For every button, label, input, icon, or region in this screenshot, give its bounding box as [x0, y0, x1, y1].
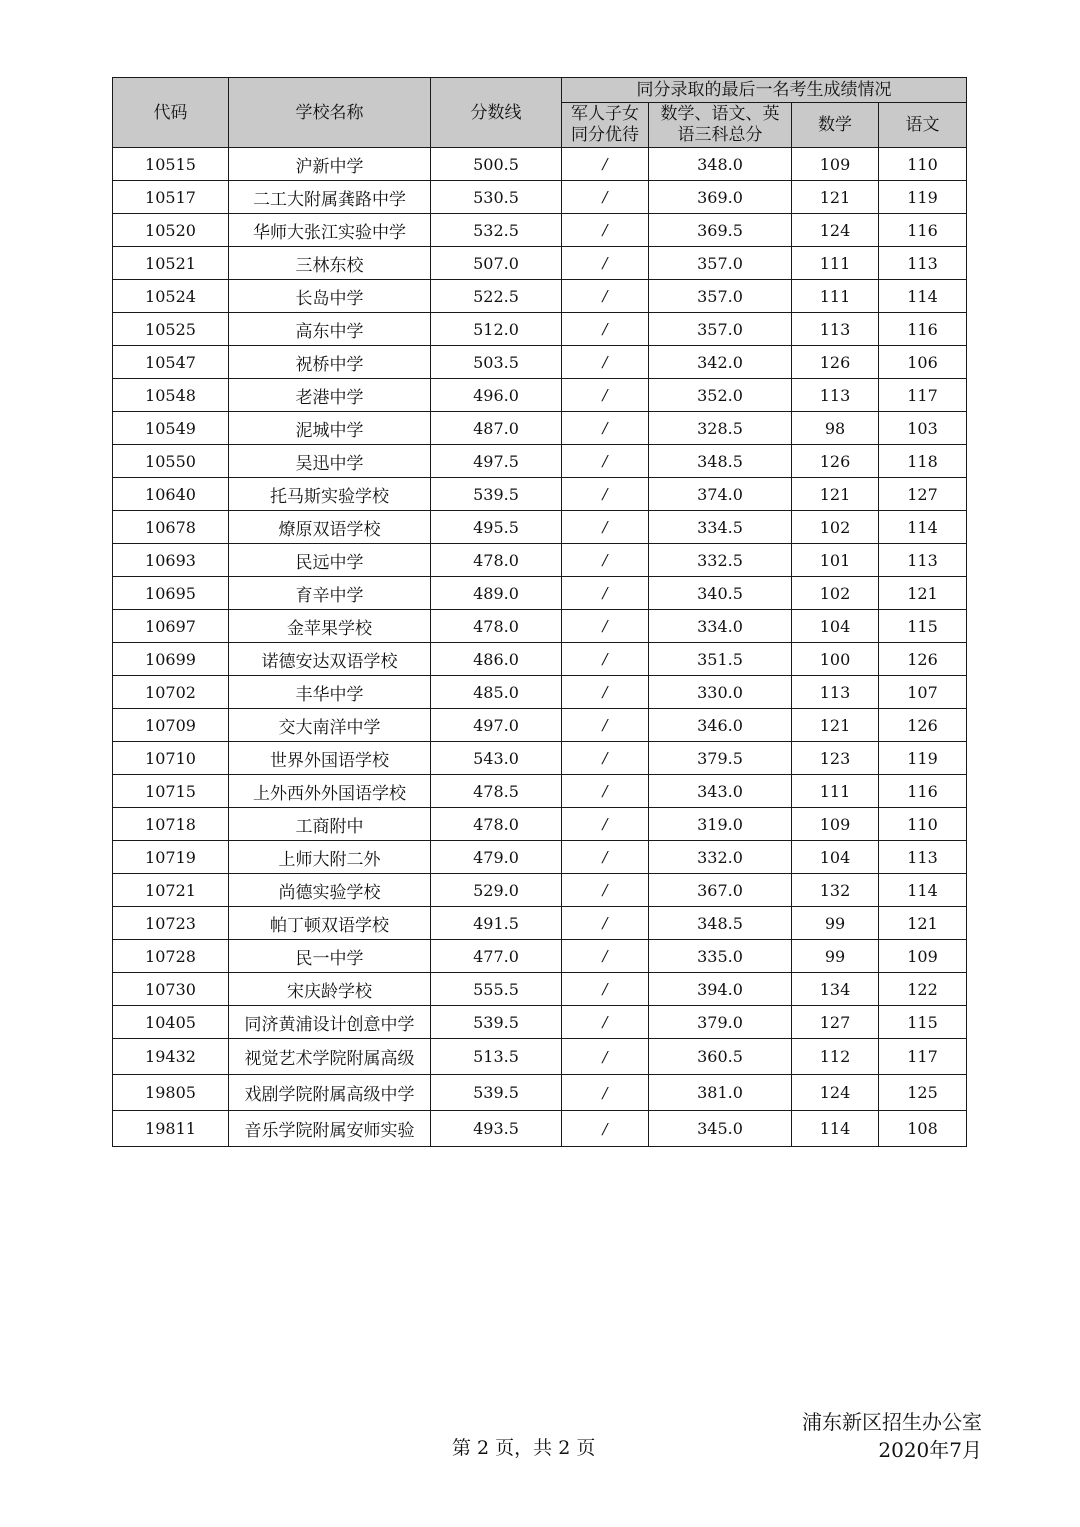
- cell-priority: /: [562, 841, 649, 874]
- table-row: [113, 577, 967, 610]
- cell-total: 328.5: [649, 412, 792, 445]
- table-row: [113, 313, 967, 346]
- cell-total: 334.5: [649, 511, 792, 544]
- table-row: [113, 907, 967, 940]
- cell-code: 10515: [113, 148, 229, 181]
- cell-chinese: 118: [879, 445, 967, 478]
- cell-math: 121: [792, 478, 879, 511]
- cell-math: 109: [792, 148, 879, 181]
- cell-score: 555.5: [431, 973, 562, 1006]
- cell-total: 394.0: [649, 973, 792, 1006]
- cell-total: 352.0: [649, 379, 792, 412]
- cell-code: 10524: [113, 280, 229, 313]
- cell-chinese: 117: [879, 379, 967, 412]
- cell-chinese: 110: [879, 148, 967, 181]
- cell-chinese: 113: [879, 247, 967, 280]
- table-row: [113, 973, 967, 1006]
- cell-score: 530.5: [431, 181, 562, 214]
- cell-math: 98: [792, 412, 879, 445]
- cell-code: 10702: [113, 676, 229, 709]
- cell-total: 346.0: [649, 709, 792, 742]
- cell-math: 114: [792, 1111, 879, 1147]
- header-total: [649, 103, 792, 148]
- cell-code: 10723: [113, 907, 229, 940]
- cell-school: 民远中学: [229, 544, 431, 577]
- table-row: [113, 247, 967, 280]
- cell-school: 工商附中: [229, 808, 431, 841]
- cell-priority: /: [562, 742, 649, 775]
- cell-score: 477.0: [431, 940, 562, 973]
- cell-code: 10721: [113, 874, 229, 907]
- cell-code: 10678: [113, 511, 229, 544]
- cell-code: 10699: [113, 643, 229, 676]
- cell-total: 332.5: [649, 544, 792, 577]
- table-row: [113, 841, 967, 874]
- table-row: [113, 709, 967, 742]
- cell-chinese: 115: [879, 1006, 967, 1039]
- cell-priority: /: [562, 1111, 649, 1147]
- cell-school: 交大南洋中学: [229, 709, 431, 742]
- cell-math: 102: [792, 577, 879, 610]
- cell-code: 10548: [113, 379, 229, 412]
- cell-math: 113: [792, 676, 879, 709]
- cell-math: 124: [792, 214, 879, 247]
- cell-priority: /: [562, 1039, 649, 1075]
- cell-priority: /: [562, 445, 649, 478]
- cell-math: 109: [792, 808, 879, 841]
- cell-total: 348.5: [649, 445, 792, 478]
- table-row: [113, 346, 967, 379]
- table-row: [113, 280, 967, 313]
- table-row: [113, 412, 967, 445]
- cell-code: 10549: [113, 412, 229, 445]
- cell-code: 10525: [113, 313, 229, 346]
- cell-school: 民一中学: [229, 940, 431, 973]
- cell-math: 121: [792, 709, 879, 742]
- header-total-line2: 语三科总分: [677, 125, 763, 145]
- cell-code: 10730: [113, 973, 229, 1006]
- cell-school: 沪新中学: [229, 148, 431, 181]
- cell-score: 478.5: [431, 775, 562, 808]
- cell-score: 478.0: [431, 544, 562, 577]
- cell-score: 478.0: [431, 808, 562, 841]
- header-math: 数学: [792, 103, 879, 148]
- table-row: [113, 1039, 967, 1075]
- cell-score: 479.0: [431, 841, 562, 874]
- cell-chinese: 126: [879, 643, 967, 676]
- cell-code: 10697: [113, 610, 229, 643]
- cell-total: 374.0: [649, 478, 792, 511]
- cell-total: 369.0: [649, 181, 792, 214]
- cell-math: 100: [792, 643, 879, 676]
- cell-code: 10719: [113, 841, 229, 874]
- table-body: [113, 148, 967, 1147]
- cell-code: 10520: [113, 214, 229, 247]
- cell-priority: /: [562, 148, 649, 181]
- cell-score: 493.5: [431, 1111, 562, 1147]
- cell-score: 539.5: [431, 1075, 562, 1111]
- cell-math: 124: [792, 1075, 879, 1111]
- header-military-line1: 军人子女: [571, 104, 639, 124]
- header-group: 同分录取的最后一名考生成绩情况: [562, 78, 967, 103]
- cell-school: 吴迅中学: [229, 445, 431, 478]
- cell-total: 357.0: [649, 247, 792, 280]
- cell-school: 帕丁顿双语学校: [229, 907, 431, 940]
- cell-priority: /: [562, 247, 649, 280]
- cell-chinese: 116: [879, 214, 967, 247]
- header-military-priority: [562, 103, 649, 148]
- cell-score: 478.0: [431, 610, 562, 643]
- table-row: [113, 1075, 967, 1111]
- table-row: [113, 1111, 967, 1147]
- cell-school: 二工大附属龚路中学: [229, 181, 431, 214]
- cell-priority: /: [562, 412, 649, 445]
- cell-code: 10521: [113, 247, 229, 280]
- cell-total: 335.0: [649, 940, 792, 973]
- cell-code: 10640: [113, 478, 229, 511]
- cell-chinese: 114: [879, 874, 967, 907]
- cell-school: 同济黄浦设计创意中学: [229, 1006, 431, 1039]
- cell-math: 111: [792, 775, 879, 808]
- cell-chinese: 116: [879, 775, 967, 808]
- cell-school: 诺德安达双语学校: [229, 643, 431, 676]
- table-row: [113, 148, 967, 181]
- cell-priority: /: [562, 346, 649, 379]
- cell-code: 10728: [113, 940, 229, 973]
- cell-school: 宋庆龄学校: [229, 973, 431, 1006]
- cell-school: 高东中学: [229, 313, 431, 346]
- cell-chinese: 113: [879, 841, 967, 874]
- cell-priority: /: [562, 544, 649, 577]
- cell-math: 134: [792, 973, 879, 1006]
- cell-chinese: 107: [879, 676, 967, 709]
- cell-code: 19811: [113, 1111, 229, 1147]
- cell-priority: /: [562, 511, 649, 544]
- cell-math: 102: [792, 511, 879, 544]
- cell-code: 10695: [113, 577, 229, 610]
- table-row: [113, 544, 967, 577]
- header-code: 代码: [113, 78, 229, 148]
- cell-chinese: 109: [879, 940, 967, 973]
- cell-chinese: 126: [879, 709, 967, 742]
- cell-score: 497.0: [431, 709, 562, 742]
- cell-school: 祝桥中学: [229, 346, 431, 379]
- cell-score: 497.5: [431, 445, 562, 478]
- cell-chinese: 108: [879, 1111, 967, 1147]
- cell-school: 音乐学院附属安师实验: [229, 1111, 431, 1147]
- table-row: [113, 610, 967, 643]
- cell-school: 尚德实验学校: [229, 874, 431, 907]
- cell-priority: /: [562, 874, 649, 907]
- cell-school: 老港中学: [229, 379, 431, 412]
- cell-code: 10710: [113, 742, 229, 775]
- cell-score: 489.0: [431, 577, 562, 610]
- cell-total: 343.0: [649, 775, 792, 808]
- cell-school: 托马斯实验学校: [229, 478, 431, 511]
- table-row: [113, 478, 967, 511]
- table-row: [113, 643, 967, 676]
- cell-priority: /: [562, 181, 649, 214]
- cell-total: 367.0: [649, 874, 792, 907]
- cell-score: 507.0: [431, 247, 562, 280]
- cell-code: 19432: [113, 1039, 229, 1075]
- cell-total: 360.5: [649, 1039, 792, 1075]
- cell-math: 113: [792, 379, 879, 412]
- cell-priority: /: [562, 280, 649, 313]
- cell-code: 10715: [113, 775, 229, 808]
- header-total-line1: 数学、语文、英: [660, 104, 780, 124]
- cell-chinese: 106: [879, 346, 967, 379]
- table-row: [113, 1006, 967, 1039]
- cell-priority: /: [562, 577, 649, 610]
- cell-chinese: 114: [879, 511, 967, 544]
- cell-school: 燎原双语学校: [229, 511, 431, 544]
- cell-total: 348.0: [649, 148, 792, 181]
- cell-chinese: 116: [879, 313, 967, 346]
- table-row: [113, 214, 967, 247]
- cell-math: 132: [792, 874, 879, 907]
- cell-math: 104: [792, 841, 879, 874]
- cell-school: 戏剧学院附属高级中学: [229, 1075, 431, 1111]
- cell-school: 金苹果学校: [229, 610, 431, 643]
- cell-total: 379.5: [649, 742, 792, 775]
- cell-code: 19805: [113, 1075, 229, 1111]
- cell-chinese: 114: [879, 280, 967, 313]
- cell-chinese: 119: [879, 181, 967, 214]
- cell-total: 348.5: [649, 907, 792, 940]
- cell-total: 342.0: [649, 346, 792, 379]
- cell-chinese: 103: [879, 412, 967, 445]
- cell-total: 330.0: [649, 676, 792, 709]
- cell-chinese: 121: [879, 577, 967, 610]
- cell-chinese: 122: [879, 973, 967, 1006]
- cell-score: 500.5: [431, 148, 562, 181]
- admission-score-table: [112, 77, 967, 1147]
- cell-chinese: 115: [879, 610, 967, 643]
- cell-priority: /: [562, 940, 649, 973]
- cell-score: 513.5: [431, 1039, 562, 1075]
- cell-code: 10709: [113, 709, 229, 742]
- header-school: 学校名称: [229, 78, 431, 148]
- cell-priority: /: [562, 973, 649, 1006]
- cell-total: 340.5: [649, 577, 792, 610]
- cell-priority: /: [562, 907, 649, 940]
- cell-school: 丰华中学: [229, 676, 431, 709]
- cell-priority: /: [562, 775, 649, 808]
- cell-priority: /: [562, 478, 649, 511]
- header-chinese: 语文: [879, 103, 967, 148]
- table-row: [113, 181, 967, 214]
- cell-total: 334.0: [649, 610, 792, 643]
- cell-chinese: 110: [879, 808, 967, 841]
- cell-math: 121: [792, 181, 879, 214]
- table-row: [113, 940, 967, 973]
- cell-score: 491.5: [431, 907, 562, 940]
- cell-priority: /: [562, 808, 649, 841]
- cell-priority: /: [562, 610, 649, 643]
- cell-math: 104: [792, 610, 879, 643]
- cell-code: 10405: [113, 1006, 229, 1039]
- cell-code: 10550: [113, 445, 229, 478]
- cell-school: 三林东校: [229, 247, 431, 280]
- cell-score: 529.0: [431, 874, 562, 907]
- cell-chinese: 121: [879, 907, 967, 940]
- cell-math: 111: [792, 247, 879, 280]
- cell-math: 127: [792, 1006, 879, 1039]
- cell-score: 522.5: [431, 280, 562, 313]
- cell-chinese: 119: [879, 742, 967, 775]
- cell-total: 351.5: [649, 643, 792, 676]
- table-row: [113, 775, 967, 808]
- cell-math: 126: [792, 346, 879, 379]
- cell-total: 357.0: [649, 313, 792, 346]
- cell-total: 332.0: [649, 841, 792, 874]
- table-row: [113, 379, 967, 412]
- cell-priority: /: [562, 214, 649, 247]
- cell-math: 99: [792, 907, 879, 940]
- cell-school: 长岛中学: [229, 280, 431, 313]
- cell-score: 512.0: [431, 313, 562, 346]
- footer-date: 2020年7月: [878, 1438, 982, 1462]
- cell-code: 10693: [113, 544, 229, 577]
- cell-total: 357.0: [649, 280, 792, 313]
- page-number: 第 2 页，共 2 页: [452, 1437, 596, 1459]
- cell-school: 视觉艺术学院附属高级: [229, 1039, 431, 1075]
- table-row: [113, 445, 967, 478]
- cell-math: 99: [792, 940, 879, 973]
- cell-priority: /: [562, 709, 649, 742]
- cell-chinese: 125: [879, 1075, 967, 1111]
- cell-priority: /: [562, 676, 649, 709]
- cell-chinese: 117: [879, 1039, 967, 1075]
- cell-code: 10547: [113, 346, 229, 379]
- cell-total: 345.0: [649, 1111, 792, 1147]
- cell-math: 101: [792, 544, 879, 577]
- cell-score: 503.5: [431, 346, 562, 379]
- cell-score: 539.5: [431, 478, 562, 511]
- cell-school: 上师大附二外: [229, 841, 431, 874]
- cell-school: 育辛中学: [229, 577, 431, 610]
- header-score: 分数线: [431, 78, 562, 148]
- cell-priority: /: [562, 313, 649, 346]
- table-row: [113, 808, 967, 841]
- cell-math: 112: [792, 1039, 879, 1075]
- table-row: [113, 874, 967, 907]
- cell-priority: /: [562, 1006, 649, 1039]
- cell-school: 世界外国语学校: [229, 742, 431, 775]
- cell-priority: /: [562, 1075, 649, 1111]
- table-row: [113, 676, 967, 709]
- cell-score: 543.0: [431, 742, 562, 775]
- cell-school: 泥城中学: [229, 412, 431, 445]
- cell-math: 113: [792, 313, 879, 346]
- cell-math: 123: [792, 742, 879, 775]
- cell-math: 126: [792, 445, 879, 478]
- cell-school: 华师大张江实验中学: [229, 214, 431, 247]
- cell-score: 539.5: [431, 1006, 562, 1039]
- cell-code: 10718: [113, 808, 229, 841]
- cell-chinese: 127: [879, 478, 967, 511]
- header-military-line2: 同分优待: [571, 125, 639, 145]
- cell-score: 496.0: [431, 379, 562, 412]
- cell-score: 495.5: [431, 511, 562, 544]
- office-name: 浦东新区招生办公室: [802, 1410, 982, 1434]
- cell-score: 532.5: [431, 214, 562, 247]
- cell-total: 379.0: [649, 1006, 792, 1039]
- table-row: [113, 511, 967, 544]
- table-row: [113, 742, 967, 775]
- cell-math: 111: [792, 280, 879, 313]
- cell-chinese: 113: [879, 544, 967, 577]
- cell-code: 10517: [113, 181, 229, 214]
- cell-school: 上外西外外国语学校: [229, 775, 431, 808]
- cell-total: 369.5: [649, 214, 792, 247]
- cell-total: 381.0: [649, 1075, 792, 1111]
- cell-priority: /: [562, 643, 649, 676]
- cell-score: 485.0: [431, 676, 562, 709]
- cell-total: 319.0: [649, 808, 792, 841]
- cell-score: 487.0: [431, 412, 562, 445]
- table-header: [113, 78, 967, 148]
- footer-signature: [802, 1408, 982, 1464]
- cell-score: 486.0: [431, 643, 562, 676]
- cell-priority: /: [562, 379, 649, 412]
